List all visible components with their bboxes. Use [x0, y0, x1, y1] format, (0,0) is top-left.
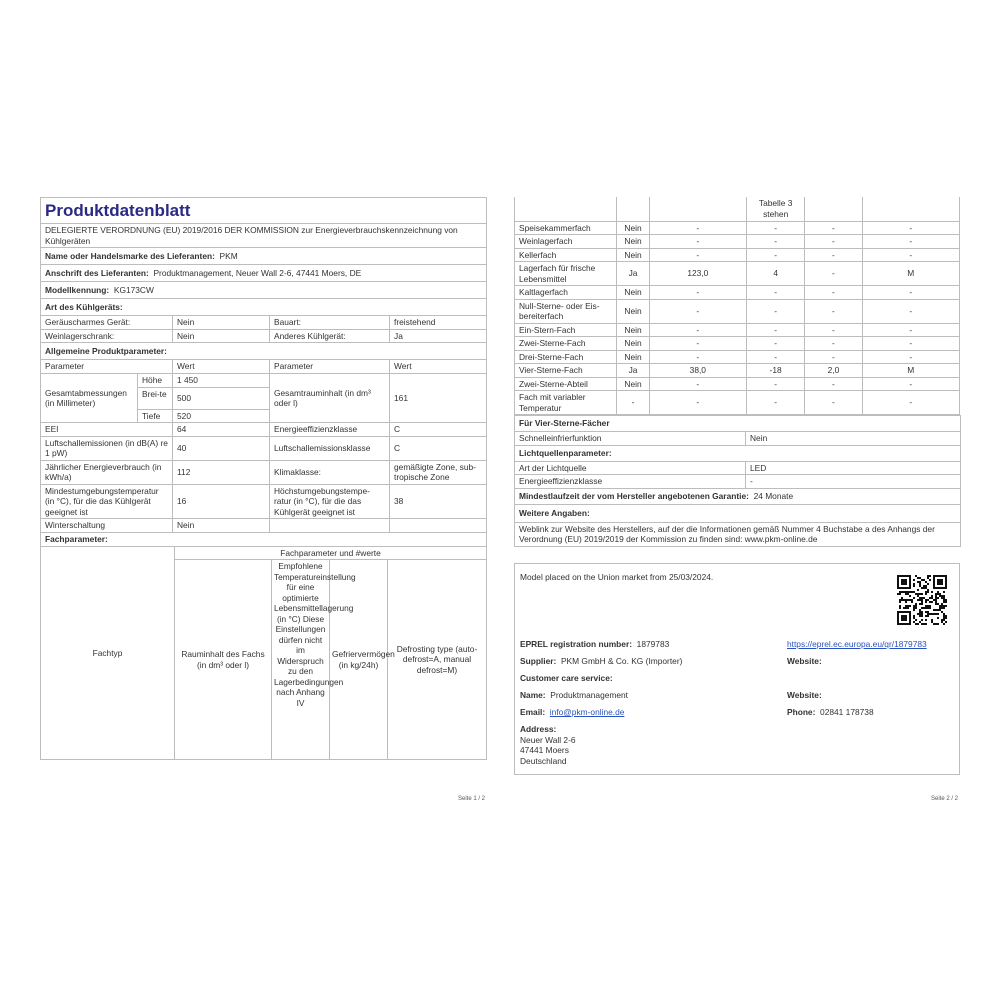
light-type-label: Art der Lichtquelle — [515, 461, 746, 475]
compartment-cell: - — [649, 248, 746, 262]
compartment-cell: - — [805, 262, 862, 286]
light-class-label: Energieeffizienzklasse — [515, 475, 746, 489]
compartment-name: Drei-Sterne-Fach — [515, 350, 617, 364]
dims-label: Gesamtabmessungen (in Millimeter) — [41, 374, 138, 423]
design-value: freistehend — [390, 316, 487, 330]
compartment-name: Speisekammerfach — [515, 221, 617, 235]
noise-value: 40 — [173, 436, 270, 460]
customer-service-label: Customer care service: — [520, 673, 613, 683]
compartment-name: Vier-Sterne-Fach — [515, 364, 617, 378]
email-link[interactable]: info@pkm-online.de — [549, 707, 625, 717]
width-value: 500 — [173, 387, 270, 409]
compartment-cell: 2,0 — [805, 364, 862, 378]
supplier-address-row: Anschrift des Lieferanten: Produktmanagement, Neuer Wall 2-6, 47441 Moers, DE — [41, 265, 487, 282]
energy-value: 112 — [173, 460, 270, 484]
compartment-name: Lagerfach für frische Lebensmittel — [515, 262, 617, 286]
wine-label: Weinlagerschrank: — [41, 329, 173, 343]
winter-value: Nein — [173, 519, 270, 533]
compartment-cell: - — [747, 235, 805, 249]
depth-value: 520 — [173, 409, 270, 423]
regulation-text: DELEGIERTE VERORDNUNG (EU) 2019/2016 DER KOMMISSION zur Energieverbrauchskennzeichnung von Kühlgeräten — [41, 224, 487, 248]
email-row: Email: info@pkm-online.de — [520, 707, 625, 717]
min-temp-value: 16 — [173, 484, 270, 519]
table-row — [515, 391, 960, 415]
col-header: Wert — [390, 360, 487, 374]
compartment-cell: 4 — [747, 262, 805, 286]
table-row — [515, 377, 960, 391]
compartment-cell: Nein — [617, 337, 649, 351]
wine-value: Nein — [173, 329, 270, 343]
section-heading: Lichtquellenparameter: — [515, 445, 961, 461]
compartment-cell: Nein — [617, 235, 649, 249]
table-row — [515, 323, 960, 337]
compartment-cell: - — [649, 221, 746, 235]
table-row — [515, 299, 960, 323]
compartment-cell: - — [805, 350, 862, 364]
other-label: Anderes Kühlgerät: — [270, 329, 390, 343]
model-row: Modellkennung: KG173CW — [41, 282, 487, 299]
compartment-cell: - — [747, 221, 805, 235]
compartment-cell: - — [862, 286, 959, 300]
compartment-name: Null-Sterne- oder Eis-bereiterfach — [515, 299, 617, 323]
compartment-cell: - — [747, 377, 805, 391]
low-noise-value: Nein — [173, 316, 270, 330]
compartment-cell: - — [649, 391, 746, 415]
fach-param-header: Fachparameter und #werte — [175, 547, 487, 560]
address-block: Address: Neuer Wall 2-6 47441 Moers Deutschland — [520, 724, 576, 766]
contact-name-row: Name: Produktmanagement — [520, 690, 629, 700]
compartment-cell: - — [649, 286, 746, 300]
placed-on-market: Model placed on the Union market from 25/03/2024. — [520, 572, 714, 582]
table-row — [515, 248, 960, 262]
compartment-cell: - — [747, 299, 805, 323]
supplier-row: Supplier: PKM GmbH & Co. KG (Importer) — [520, 656, 683, 666]
page-1 — [40, 197, 486, 790]
compartment-cell: - — [747, 248, 805, 262]
product-sheet-table — [40, 197, 487, 547]
empf-temp-header: Empfohlene Temperatureinstellung für eine optimierte Lebensmittellagerung (in °C) Diese Einstellungen dürfen nicht im Widerspruch zu den Lagerbedingungen nach Anhang IV — [272, 560, 330, 760]
defrost-header: Defrosting type (auto-defrost=A, manual defrost=M) — [388, 560, 487, 760]
compartment-cell: Nein — [617, 221, 649, 235]
depth-label: Tiefe — [138, 409, 173, 423]
noise-class-value: C — [390, 436, 487, 460]
min-temp-label: Mindestumgebungstemperatur (in °C), für die das Kühlgerät geeignet ist — [41, 484, 173, 519]
design-label: Bauart: — [270, 316, 390, 330]
quick-freeze-label: Schnelleinfrierfunktion — [515, 432, 746, 446]
energy-label: Jährlicher Energieverbrauch (in kWh/a) — [41, 460, 173, 484]
rauminhalt-header: Rauminhalt des Fachs (in dm³ oder l) — [175, 560, 272, 760]
noise-class-label: Luftschallemissionsklasse — [270, 436, 390, 460]
compartment-cell: - — [805, 221, 862, 235]
table-row — [515, 337, 960, 351]
page-number: Seite 1 / 2 — [458, 796, 486, 802]
compartment-name: Fach mit variabler Temperatur — [515, 391, 617, 415]
table-row — [515, 286, 960, 300]
compartment-cell: M — [862, 262, 959, 286]
compartment-header-table — [40, 547, 487, 761]
compartment-name: Zwei-Sterne-Fach — [515, 337, 617, 351]
eprel-link[interactable]: https://eprel.ec.europa.eu/qr/1879783 — [787, 639, 927, 649]
compartment-cell: - — [862, 391, 959, 415]
weblink-text: Weblink zur Website des Herstellers, auf der die Informationen gemäß Nummer 4 Buchstabe a des Anhangs der Verordnung (EU) 2019/2019 der Kommission zu finden sind: www.pkm-online.de — [515, 522, 961, 546]
warranty-row: Mindestlaufzeit der vom Hersteller angebotenen Garantie: 24 Monate — [515, 488, 961, 504]
compartment-cell: - — [805, 391, 862, 415]
max-temp-value: 38 — [390, 484, 487, 519]
compartment-cell: - — [862, 221, 959, 235]
phone-row: Phone: 02841 178738 — [787, 707, 874, 717]
compartment-cell: - — [862, 350, 959, 364]
compartment-cell: - — [862, 299, 959, 323]
compartment-cell: - — [805, 323, 862, 337]
website-label: Website: — [787, 656, 822, 666]
compartment-cell: - — [862, 323, 959, 337]
compartment-cell: Nein — [617, 286, 649, 300]
compartment-cell: - — [805, 299, 862, 323]
compartment-cell: - — [805, 286, 862, 300]
compartment-cell: - — [649, 323, 746, 337]
low-noise-label: Geräuscharmes Gerät: — [41, 316, 173, 330]
compartment-cell: - — [649, 299, 746, 323]
compartment-cell: - — [805, 337, 862, 351]
table-row — [515, 221, 960, 235]
compartment-name: Kaltlagerfach — [515, 286, 617, 300]
compartment-cell: - — [862, 337, 959, 351]
compartment-cell: Nein — [617, 299, 649, 323]
top-cell: Tabelle 3 stehen — [747, 197, 805, 221]
section-heading: Art des Kühlgeräts: — [41, 299, 487, 316]
compartment-cell: 123,0 — [649, 262, 746, 286]
page-number: Seite 2 / 2 — [931, 796, 959, 802]
qr-code-icon[interactable] — [897, 575, 947, 625]
compartment-cell: Ja — [617, 262, 649, 286]
compartment-cell: - — [747, 323, 805, 337]
max-temp-label: Höchstumgebungstempe-ratur (in °C), für die das Kühlgerät geeignet ist — [270, 484, 390, 519]
compartment-cell: Nein — [617, 323, 649, 337]
compartment-cell: Nein — [617, 350, 649, 364]
compartment-cell: - — [805, 248, 862, 262]
compartment-cell: - — [649, 235, 746, 249]
compartment-cell: - — [747, 391, 805, 415]
compartment-cell: - — [805, 235, 862, 249]
website-label: Website: — [787, 690, 822, 700]
compartment-cell: - — [747, 286, 805, 300]
light-type-value: LED — [746, 461, 961, 475]
section-heading: Weitere Angaben: — [515, 504, 961, 522]
compartment-cell: Nein — [617, 248, 649, 262]
compartment-name: Ein-Stern-Fach — [515, 323, 617, 337]
climate-value: gemäßigte Zone, sub-tropische Zone — [390, 460, 487, 484]
noise-label: Luftschallemissionen (in dB(A) re 1 pW) — [41, 436, 173, 460]
compartment-cell: - — [649, 350, 746, 364]
section-heading: Allgemeine Produktparameter: — [41, 343, 487, 360]
supplier-name-row: Name oder Handelsmarke des Lieferanten: PKM — [41, 248, 487, 265]
compartment-cell: - — [747, 350, 805, 364]
table-row — [515, 262, 960, 286]
compartment-cell: Nein — [617, 377, 649, 391]
compartment-name: Zwei-Sterne-Abteil — [515, 377, 617, 391]
col-header: Parameter — [41, 360, 173, 374]
info-table — [514, 415, 961, 547]
climate-label: Klimaklasse: — [270, 460, 390, 484]
compartment-cell: 38,0 — [649, 364, 746, 378]
compartment-cell: M — [862, 364, 959, 378]
compartment-cell: - — [747, 337, 805, 351]
compartment-name: Kellerfach — [515, 248, 617, 262]
height-label: Höhe — [138, 374, 173, 388]
col-header: Parameter — [270, 360, 390, 374]
eprel-row: EPREL registration number: 1879783 — [520, 639, 670, 649]
table-row — [515, 235, 960, 249]
compartment-cell: - — [649, 337, 746, 351]
market-info-box — [514, 563, 960, 775]
height-value: 1 450 — [173, 374, 270, 388]
compartment-cell: - — [805, 377, 862, 391]
quick-freeze-value: Nein — [746, 432, 961, 446]
section-heading: Fachparameter: — [41, 532, 487, 546]
compartment-cell: - — [862, 235, 959, 249]
compartment-cell: - — [649, 377, 746, 391]
compartment-cell: -18 — [747, 364, 805, 378]
eec-label: Energieeffizienzklasse — [270, 423, 390, 437]
compartment-cell: - — [862, 248, 959, 262]
eei-label: EEI — [41, 423, 173, 437]
light-class-value: - — [746, 475, 961, 489]
section-heading: Für Vier-Sterne-Fächer — [515, 416, 961, 432]
compartment-table — [514, 197, 960, 415]
fachtyp-header: Fachtyp — [41, 547, 175, 760]
col-header: Wert — [173, 360, 270, 374]
volume-value: 161 — [390, 374, 487, 423]
compartment-cell: Ja — [617, 364, 649, 378]
other-value: Ja — [390, 329, 487, 343]
compartment-cell: - — [862, 377, 959, 391]
gefrier-header: Gefriervermögen (in kg/24h) — [330, 560, 388, 760]
table-row — [515, 364, 960, 378]
width-label: Brei-te — [138, 387, 173, 409]
eec-value: C — [390, 423, 487, 437]
eei-value: 64 — [173, 423, 270, 437]
page-title: Produktdatenblatt — [41, 198, 487, 224]
compartment-name: Weinlagerfach — [515, 235, 617, 249]
winter-label: Winterschaltung — [41, 519, 173, 533]
table-row — [515, 350, 960, 364]
volume-label: Gesamtrauminhalt (in dm³ oder l) — [270, 374, 390, 423]
compartment-cell: - — [617, 391, 649, 415]
